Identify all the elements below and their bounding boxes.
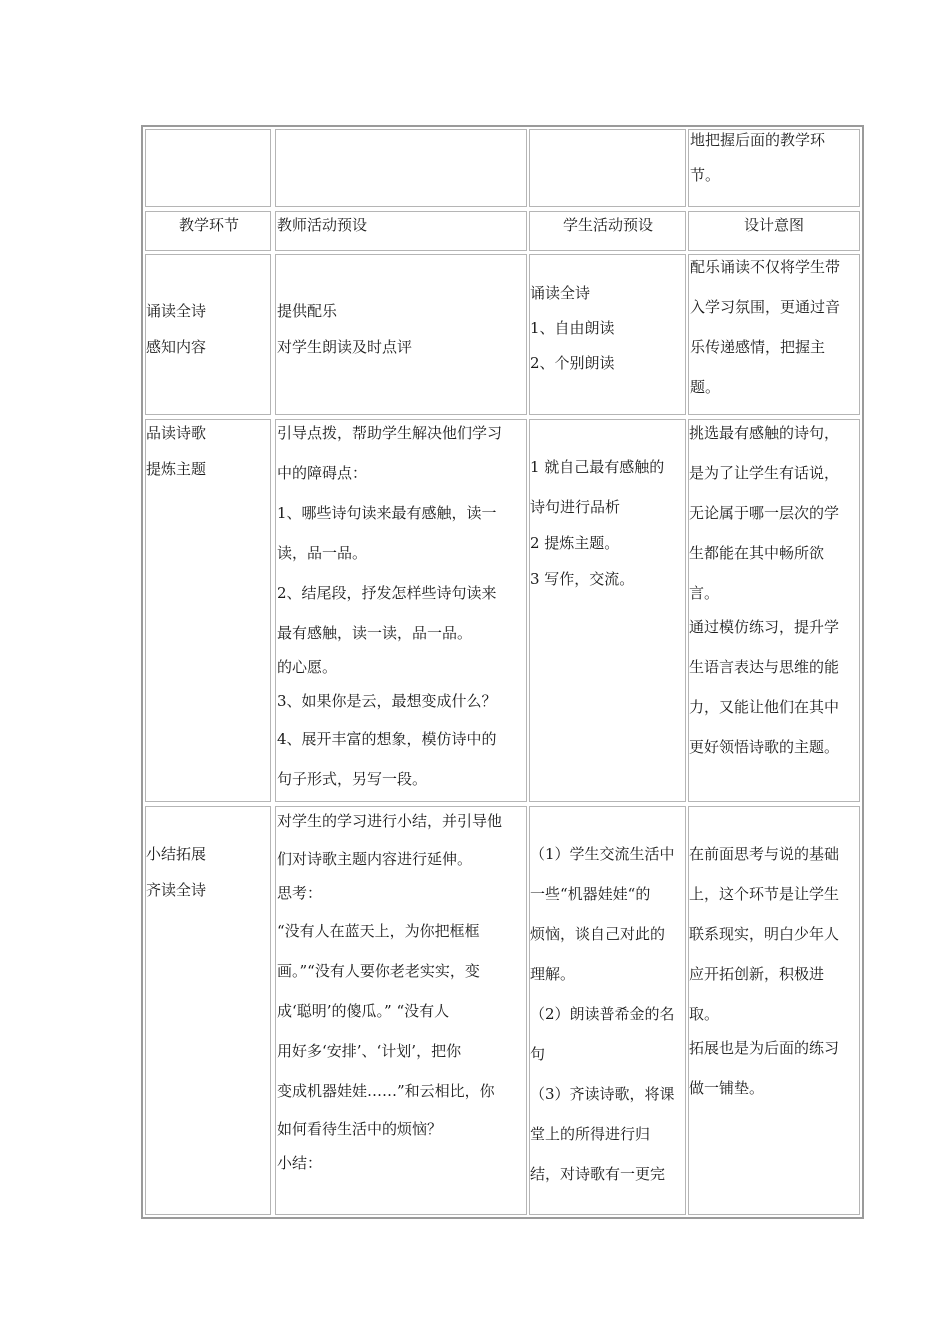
- cell-line: “没有人在蓝天上，为你把框框: [277, 922, 480, 940]
- row1-teacher: [277, 303, 525, 356]
- cell-line: 句子形式，另写一段。: [277, 770, 428, 788]
- cell-line: 2、个别朗读: [530, 354, 615, 372]
- cell-line: 诵读全诗: [530, 284, 591, 302]
- cell-line: 句: [530, 1045, 546, 1063]
- cell-line: 取。: [689, 1005, 720, 1023]
- cell-line: 堂上的所得进行归: [530, 1125, 651, 1143]
- cell-line: 题。: [690, 378, 721, 396]
- cell-line: 地把握后面的教学环: [690, 131, 826, 149]
- cell-line: 画。”“没有人要你老老实实，变: [277, 962, 480, 980]
- cell-line: 感知内容: [146, 338, 207, 356]
- cell-line: 们对诗歌主题内容进行延伸。: [277, 850, 473, 868]
- cell-line: 用好多‘安排’、‘计划’，把你: [277, 1042, 462, 1060]
- cell-line: 3 写作，交流。: [530, 570, 635, 588]
- cell-line: 联系现实，明白少年人: [689, 925, 840, 943]
- cell-line: 4、展开丰富的想象，模仿诗中的: [277, 730, 497, 748]
- cell-line: 的心愿。: [277, 658, 338, 676]
- cell-line: 提炼主题: [146, 460, 207, 478]
- header-intent: 设计意图: [743, 216, 804, 234]
- cell-line: 成‘聪明’的傻瓜。” “没有人: [277, 1002, 450, 1020]
- cell-line: 2 提炼主题。: [530, 534, 620, 552]
- cell-line: 引导点拨，帮助学生解决他们学习: [277, 424, 503, 442]
- cell-line: 提供配乐: [277, 302, 338, 320]
- cell-line: 小结拓展: [146, 845, 207, 863]
- cell-line: 3、如果你是云，最想变成什么？: [277, 692, 497, 710]
- table-cell-border: [275, 129, 527, 207]
- cell-line: 1、哪些诗句读来最有感触，读一: [277, 504, 497, 522]
- cell-line: 生语言表达与思维的能: [689, 658, 840, 676]
- table-cell-border: [145, 129, 271, 207]
- header-teacher: 教师活动预设: [277, 216, 368, 234]
- cell-line: 做一铺垫。: [689, 1079, 765, 1097]
- cell-line: 变成机器娃娃……”和云相比，你: [277, 1082, 495, 1100]
- cell-line: 言。: [689, 584, 720, 602]
- row3-intent: [689, 846, 859, 1097]
- cell-line: 1 就自己最有感触的: [530, 458, 665, 476]
- cell-line: 小结：: [277, 1154, 323, 1172]
- cell-line: 挑选最有感触的诗句，: [689, 424, 840, 442]
- cell-line: 是为了让学生有话说，: [689, 464, 840, 482]
- cell-line: 结，对诗歌有一更完: [530, 1165, 666, 1183]
- row2-stage: [146, 425, 270, 478]
- row3-stage: [146, 846, 270, 899]
- cell-line: 对学生朗读及时点评: [277, 338, 413, 356]
- cell-line: 无论属于哪一层次的学: [689, 504, 840, 522]
- cell-line: 诵读全诗: [146, 302, 207, 320]
- cell-line: （3）齐读诗歌，将课: [530, 1085, 675, 1103]
- cell-line: 力，又能让他们在其中: [689, 698, 840, 716]
- cell-line: 应开拓创新，积极进: [689, 965, 825, 983]
- row1-stage: [146, 303, 270, 356]
- cell-line: 节。: [690, 166, 721, 184]
- continued-intent-cell: [690, 132, 858, 184]
- header-student: 学生活动预设: [562, 216, 653, 234]
- cell-line: 通过模仿练习，提升学: [689, 618, 840, 636]
- cell-line: （2）朗读普希金的名: [530, 1005, 675, 1023]
- row3-student: [530, 846, 686, 1183]
- cell-line: 中的障碍点：: [277, 464, 368, 482]
- cell-line: 齐读全诗: [146, 881, 207, 899]
- cell-line: 配乐诵读不仅将学生带: [690, 258, 841, 276]
- cell-line: 思考：: [277, 884, 323, 902]
- cell-line: 最有感触，读一读，品一品。: [277, 624, 473, 642]
- cell-line: 2、结尾段，抒发怎样些诗句读来: [277, 584, 497, 602]
- cell-line: 一些“机器娃娃“的: [530, 885, 651, 903]
- cell-line: 如何看待生活中的烦恼？: [277, 1120, 443, 1138]
- cell-line: 对学生的学习进行小结，并引导他: [277, 812, 503, 830]
- table-cell-border: [529, 129, 686, 207]
- header-stage: 教学环节: [178, 216, 239, 234]
- cell-line: 读，品一品。: [277, 544, 368, 562]
- cell-line: 烦恼，谈自己对此的: [530, 925, 666, 943]
- cell-line: 乐传递感情，把握主: [690, 338, 826, 356]
- cell-line: 在前面思考与说的基础: [689, 845, 840, 863]
- row2-teacher: [277, 425, 527, 788]
- cell-line: 上，这个环节是让学生: [689, 885, 840, 903]
- row2-intent: [689, 425, 859, 756]
- cell-line: 拓展也是为后面的练习: [689, 1039, 840, 1057]
- cell-line: （1）学生交流生活中: [530, 845, 675, 863]
- cell-line: 生都能在其中畅所欲: [689, 544, 825, 562]
- row1-intent: [690, 259, 858, 396]
- cell-line: 品读诗歌: [146, 424, 207, 442]
- cell-line: 诗句进行品析: [530, 498, 621, 516]
- cell-line: 1、自由朗读: [530, 319, 615, 337]
- cell-line: 入学习氛围，更通过音: [690, 298, 841, 316]
- row1-student: [530, 285, 684, 372]
- cell-line: 更好领悟诗歌的主题。: [689, 738, 840, 756]
- cell-line: 理解。: [530, 965, 576, 983]
- row3-teacher: [277, 813, 527, 1172]
- row2-student: [530, 459, 686, 588]
